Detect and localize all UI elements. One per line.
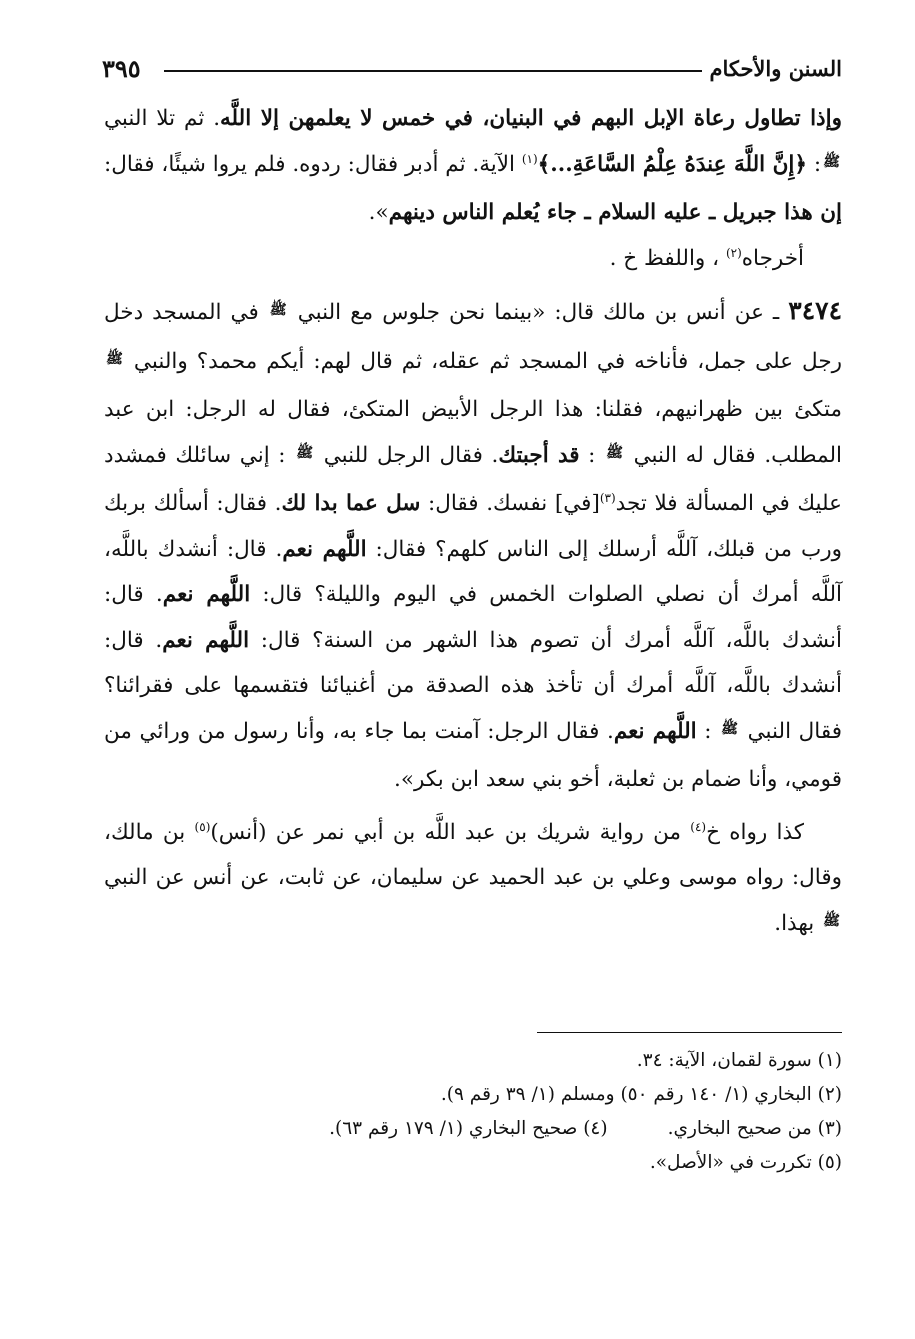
paragraph-takhrij: أخرجاه$^{(٢)}$ ، واللفظ خ . bbox=[609, 245, 804, 271]
pbuh-glyph: ﷺ bbox=[606, 444, 623, 461]
paragraph-commentary: كذا رواه خ$^{(٤)}$ من رواية شريك بن عبد اللَّه بن أبي نمر عن (أنس)$^{(٥)}$ بن مالك، وقال: رواه موسى وعلي بن عبد الحميد عن سليمان، عن ثابت، عن أنس عن النبي $^ﷺ$ بهذا. bbox=[104, 819, 842, 936]
pbuh-glyph: ﷺ bbox=[823, 912, 840, 929]
bold-text: اللَّهم نعم bbox=[613, 718, 697, 744]
running-title: السنن والأحكام bbox=[709, 56, 842, 81]
footnote-row-3-4 bbox=[104, 1112, 842, 1146]
pbuh-glyph: ﷺ bbox=[269, 302, 287, 318]
page-header bbox=[102, 56, 842, 92]
footnote-ref-5: (٥) bbox=[194, 819, 211, 834]
bold-text: إن هذا جبريل ـ عليه السلام ـ جاء يُعلم الناس دينهم bbox=[388, 200, 842, 225]
bold-text: اللَّهم نعم bbox=[162, 627, 250, 653]
footnote-ref-3: (٣) bbox=[599, 490, 616, 505]
main-text bbox=[104, 96, 842, 949]
page-number: ٣٩٥ bbox=[102, 54, 141, 83]
footnote-ref-4: (٤) bbox=[690, 819, 707, 834]
pbuh-glyph: ﷺ bbox=[296, 444, 314, 461]
bold-text: سل عما بدا لك bbox=[281, 491, 421, 516]
paragraph-hadith-continuation: وإذا تطاول رعاة الإبل البهم في البنيان، في خمس لا يعلمهن إلا اللَّه. ثم تلا النبي $^ﷺ$: ﴿إِنَّ اللَّهَ عِندَهُ عِلْمُ السَّاعَةِ...﴾$^{(١)}$ الآية. ثم أدبر فقال: ردوه. فلم يروا شيئًا، فقال: إن هذا جبريل ـ عليه السلام ـ جاء يُعلم الناس دينهم». bbox=[104, 106, 842, 225]
pbuh-glyph: ﷺ bbox=[106, 350, 123, 367]
footnote-4: (٤) صحيح البخاري (١/ ١٧٩ رقم ٦٣). bbox=[329, 1118, 608, 1139]
footnote-ref-1: (١) bbox=[521, 151, 538, 166]
pbuh-glyph: ﷺ bbox=[823, 153, 840, 170]
footnotes bbox=[104, 1044, 842, 1180]
footnote-1: (١) سورة لقمان، الآية: ٣٤. bbox=[636, 1050, 842, 1071]
hadith-number: ٣٤٧٤ bbox=[788, 296, 842, 325]
paragraph-hadith-3474: ٣٤٧٤ ـ عن أنس بن مالك قال: «بينما نحن جلوس مع النبي $^ﷺ$ في المسجد دخل رجل على جمل، فأناخه في المسجد ثم عقله، ثم قال لهم: أيكم محمد؟ والنبي $^ﷺ$ متكئ بين ظهرانيهم، فقلنا: هذا الرجل الأبيض المتكئ، فقال له الرجل: ابن عبد المطلب. فقال له النبي $^ﷺ$ : قد أجبتك. فقال الرجل للنبي $^ﷺ$ : إني سائلك فمشدد عليك في المسألة فلا تجد$^{(٣)}$[في] نفسك. فقال: سل عما بدا لك. فقال: أسألك بربك ورب من قبلك، آللَّه أرسلك إلى الناس كلهم؟ فقال: اللَّهم نعم. قال: أنشدك باللَّه، آللَّه أمرك أن نصلي الصلوات الخمس في اليوم والليلة؟ قال: اللَّهم نعم. قال: أنشدك باللَّه، آللَّه أمرك أن تصوم هذا الشهر من السنة؟ قال: اللَّهم نعم. قال: أنشدك باللَّه، آللَّه أمرك أن تأخذ هذه الصدقة من أغنيائنا فتقسمها على فقرائنا؟ فقال النبي $^ﷺ$ : اللَّهم نعم. فقال الرجل: آمنت بما جاء به، وأنا رسول من ورائي من قومي، وأنا ضمام بن ثعلبة، أخو بني سعد ابن بكر». bbox=[104, 296, 843, 792]
footnote-ref-2: (٢) bbox=[725, 245, 742, 260]
footnote-5: (٥) تكررت في «الأصل». bbox=[649, 1152, 842, 1173]
bold-text: اللَّهم نعم bbox=[282, 536, 367, 562]
pbuh-glyph: ﷺ bbox=[721, 720, 739, 737]
footnote-2: (٢) البخاري (١/ ١٤٠ رقم ٥٠) ومسلم (١/ ٣٩ رقم ٩). bbox=[440, 1084, 842, 1105]
quran-quote: ﴿إِنَّ اللَّهَ عِندَهُ عِلْمُ السَّاعَةِ...﴾ bbox=[537, 151, 807, 177]
footnote-separator bbox=[537, 1032, 842, 1033]
bold-text: اللَّهم نعم bbox=[162, 582, 251, 607]
bold-text: وإذا تطاول رعاة الإبل البهم في البنيان، في خمس لا يعلمهن إلا اللَّه bbox=[220, 106, 842, 131]
bold-text: قد أجبتك bbox=[498, 442, 580, 468]
header-rule bbox=[164, 70, 702, 72]
footnote-3: (٣) من صحيح البخاري. bbox=[667, 1118, 842, 1139]
